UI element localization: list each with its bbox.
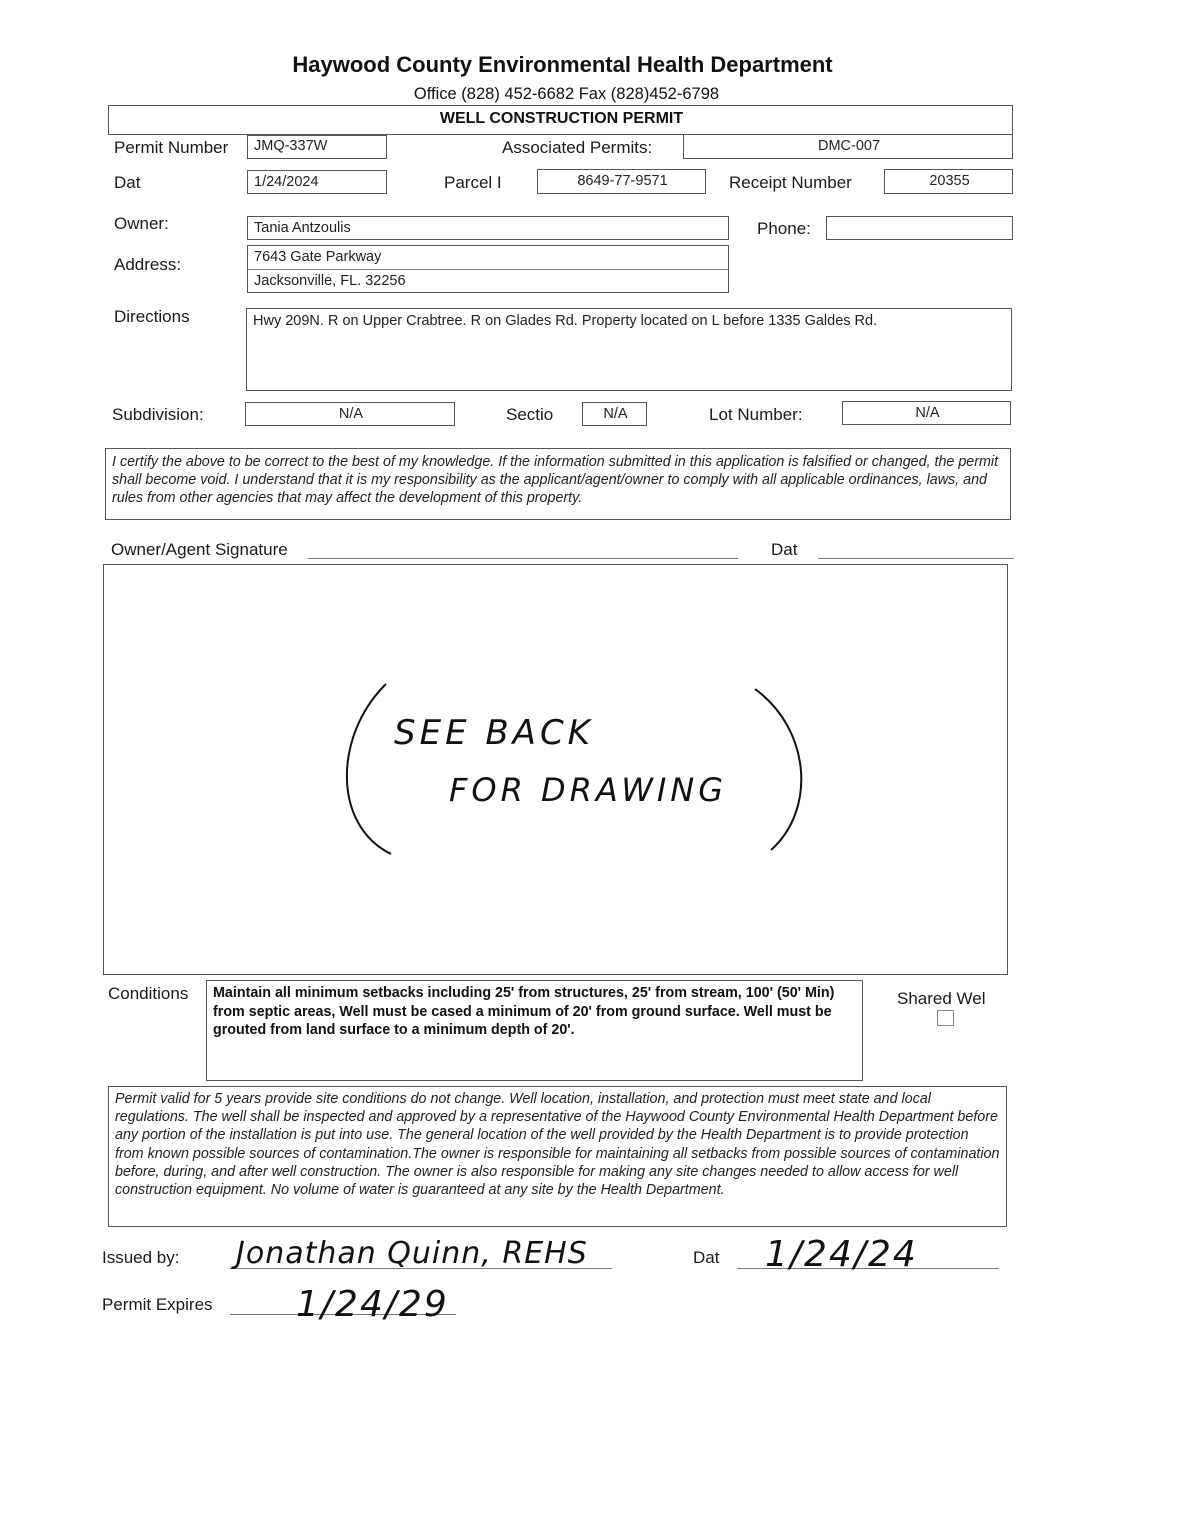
subdivision-value: N/A [338, 406, 364, 422]
phone-field[interactable] [826, 216, 1013, 240]
shared-well-label: Shared Wel [897, 989, 986, 1008]
right-paren [755, 689, 801, 850]
section-value: N/A [603, 406, 628, 422]
address-line1: 7643 Gate Parkway [254, 249, 382, 265]
lot-number-label: Lot Number: [709, 405, 803, 424]
issued-date-value: 1/24/24 [765, 1234, 918, 1275]
signature-date-label: Dat [771, 540, 798, 559]
issuer-signature: Jonathan Quinn, REHS [236, 1236, 588, 1271]
certification-box [105, 448, 1011, 520]
subdivision-label: Subdivision: [112, 405, 204, 424]
parcel-label: Parcel I [444, 173, 502, 192]
lot-number-value: N/A [915, 405, 940, 421]
permit-number-label: Permit Number [114, 138, 229, 157]
subdivision-field[interactable] [245, 402, 455, 426]
validity-notice-text: Permit valid for 5 years provide site conditions do not change. Well location, installation, and protection must meet state and local regulations. The well shall be inspected and approved by a representative of the Haywood County Environmental Health Department before any portion of the installation is put into use. The general location of the well provided by the Health Department is to provide protection from known possible sources of contamination.The owner is responsible for maintaining all setbacks from possible sources of contamination before, during, and after well construction. The owner is also responsible for making any site changes needed to allow access for well construction equipment. No volume of water is guaranteed at any site by the Health Department. [115, 1091, 1000, 1199]
address-divider [248, 269, 728, 270]
drawing-note-line1: SEE BACK [394, 713, 594, 753]
date-field[interactable] [247, 170, 387, 194]
phone-label: Phone: [757, 219, 811, 238]
directions-field[interactable] [246, 308, 1012, 391]
permit-expires-label: Permit Expires [102, 1295, 213, 1314]
conditions-text: Maintain all minimum setbacks including 25' from structures, 25' from stream, 100' (50' Min) from septic areas, Well must be cased a minimum of 20' from ground surface. Well must be grouted from land surface to a minimum depth of 20'. [213, 985, 835, 1039]
section-label: Sectio [506, 405, 554, 424]
owner-signature-line[interactable] [308, 558, 738, 559]
signature-date-line[interactable] [818, 558, 1014, 559]
receipt-number-label: Receipt Number [729, 173, 852, 192]
certification-text: I certify the above to be correct to the best of my knowledge. If the information submitted in this application is falsified or changed, the permit shall become void. I understand that it is my responsibility as the applicant/agent/owner to comply with all applicable ordinances, laws, and rules from other agencies that may affect the development of this property. [112, 454, 999, 507]
conditions-label: Conditions [108, 984, 189, 1003]
form-title-bar [108, 105, 1013, 135]
owner-field[interactable] [247, 216, 729, 240]
conditions-box [206, 980, 863, 1081]
date-value: 1/24/2024 [254, 174, 319, 190]
permit-expires-value: 1/24/29 [296, 1284, 449, 1325]
associated-permits-field[interactable] [683, 134, 1013, 159]
directions-label: Directions [114, 307, 190, 326]
drawing-area [103, 564, 1008, 975]
address-field[interactable] [247, 245, 729, 293]
permit-number-value: JMQ-337W [254, 138, 328, 154]
department-title: Haywood County Environmental Health Department [292, 52, 833, 77]
contact-info: Office (828) 452-6682 Fax (828)452-6798 [413, 85, 720, 103]
issued-by-label: Issued by: [102, 1248, 180, 1267]
left-paren [347, 684, 391, 854]
owner-label: Owner: [114, 214, 169, 233]
associated-permits-label: Associated Permits: [502, 138, 653, 157]
section-field[interactable] [582, 402, 647, 426]
date-label: Dat [114, 173, 141, 192]
lot-number-field[interactable] [842, 401, 1011, 425]
address-label: Address: [114, 255, 182, 274]
directions-value: Hwy 209N. R on Upper Crabtree. R on Glades Rd. Property located on L before 1335 Galdes Rd. [253, 313, 878, 329]
issued-date-label: Dat [693, 1248, 720, 1267]
receipt-number-value: 20355 [929, 173, 970, 189]
validity-notice-box [108, 1086, 1007, 1227]
drawing-note-line2: FOR DRAWING [449, 771, 728, 809]
address-line2: Jacksonville, FL. 32256 [254, 273, 406, 289]
associated-permits-value: DMC-007 [817, 138, 881, 154]
shared-well-checkbox[interactable] [937, 1010, 954, 1026]
receipt-number-field[interactable] [884, 169, 1013, 194]
parcel-field[interactable] [537, 169, 706, 194]
owner-signature-label: Owner/Agent Signature [111, 540, 288, 559]
parcel-value: 8649-77-9571 [577, 173, 668, 189]
form-title: WELL CONSTRUCTION PERMIT [439, 110, 684, 127]
permit-number-field[interactable] [247, 135, 387, 159]
owner-value: Tania Antzoulis [254, 220, 351, 236]
